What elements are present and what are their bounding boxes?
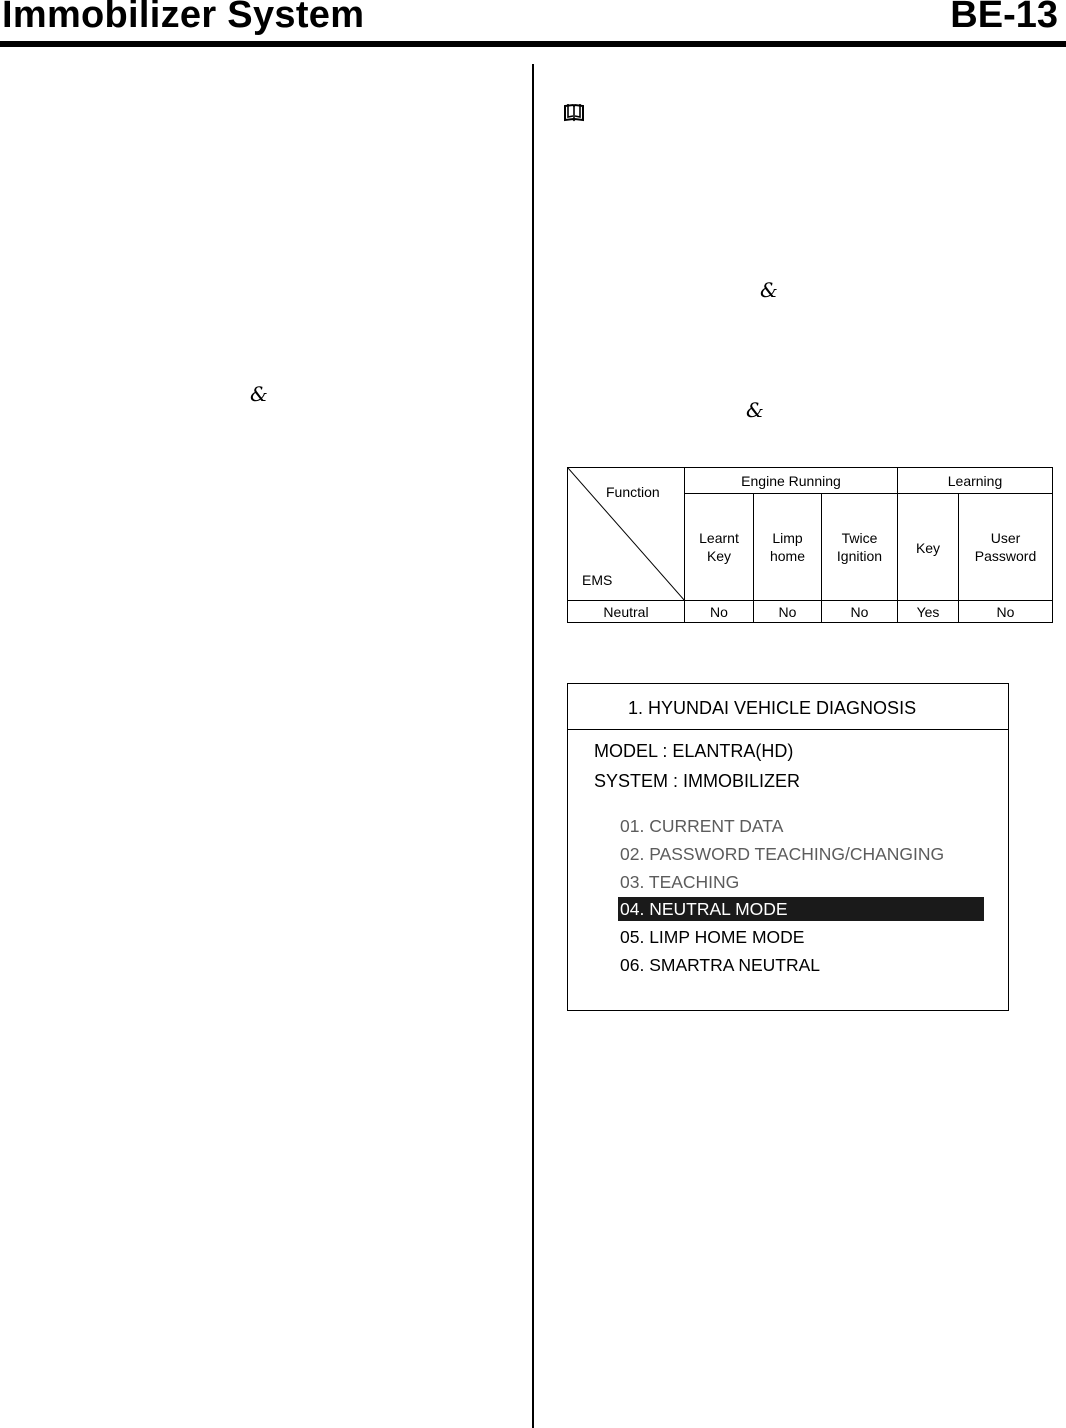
column-header: Limp home (754, 494, 822, 601)
group-header-learning: Learning (898, 468, 1053, 494)
corner-label-ems: EMS (582, 572, 613, 588)
function-table (567, 467, 1053, 623)
table-corner-cell (568, 468, 685, 601)
menu-item-password-teaching[interactable]: 02. PASSWORD TEACHING/CHANGING (620, 844, 945, 864)
column-header: Key (898, 494, 959, 601)
table-row (568, 601, 1053, 623)
menu-item-current-data[interactable]: 01. CURRENT DATA (620, 816, 784, 836)
table-cell: No (754, 601, 822, 623)
table-cell: Yes (898, 601, 959, 623)
table-cell: No (959, 601, 1053, 623)
column-divider (532, 64, 534, 1428)
column-header: Learnt Key (685, 494, 754, 601)
menu-item-limp-home-mode[interactable]: 05. LIMP HOME MODE (620, 927, 805, 947)
section-title: Immobilizer System (2, 0, 365, 36)
group-header-engine-running: Engine Running (685, 468, 898, 494)
menu-item-neutral-mode[interactable]: 04. NEUTRAL MODE (618, 897, 984, 921)
column-header: User Password (959, 494, 1053, 601)
ampersand-glyph: & (746, 398, 764, 422)
ampersand-glyph: & (250, 382, 268, 406)
menu-item-smartra-neutral[interactable]: 06. SMARTRA NEUTRAL (620, 955, 821, 975)
ampersand-glyph: & (760, 278, 778, 302)
scanner-screen (567, 683, 1009, 1011)
column-header: Twice Ignition (822, 494, 898, 601)
model-line: MODEL : ELANTRA(HD) (594, 741, 794, 761)
corner-label-function: Function (606, 484, 660, 500)
book-icon (563, 102, 585, 122)
table-cell: No (822, 601, 898, 623)
screen-title: 1. HYUNDAI VEHICLE DIAGNOSIS (568, 684, 1008, 730)
row-label-ems: Neutral (568, 601, 685, 623)
page-number: BE-13 (950, 0, 1058, 36)
table-cell: No (685, 601, 754, 623)
menu-item-teaching[interactable]: 03. TEACHING (620, 872, 740, 892)
system-line: SYSTEM : IMMOBILIZER (594, 771, 801, 791)
header-rule (0, 41, 1066, 47)
